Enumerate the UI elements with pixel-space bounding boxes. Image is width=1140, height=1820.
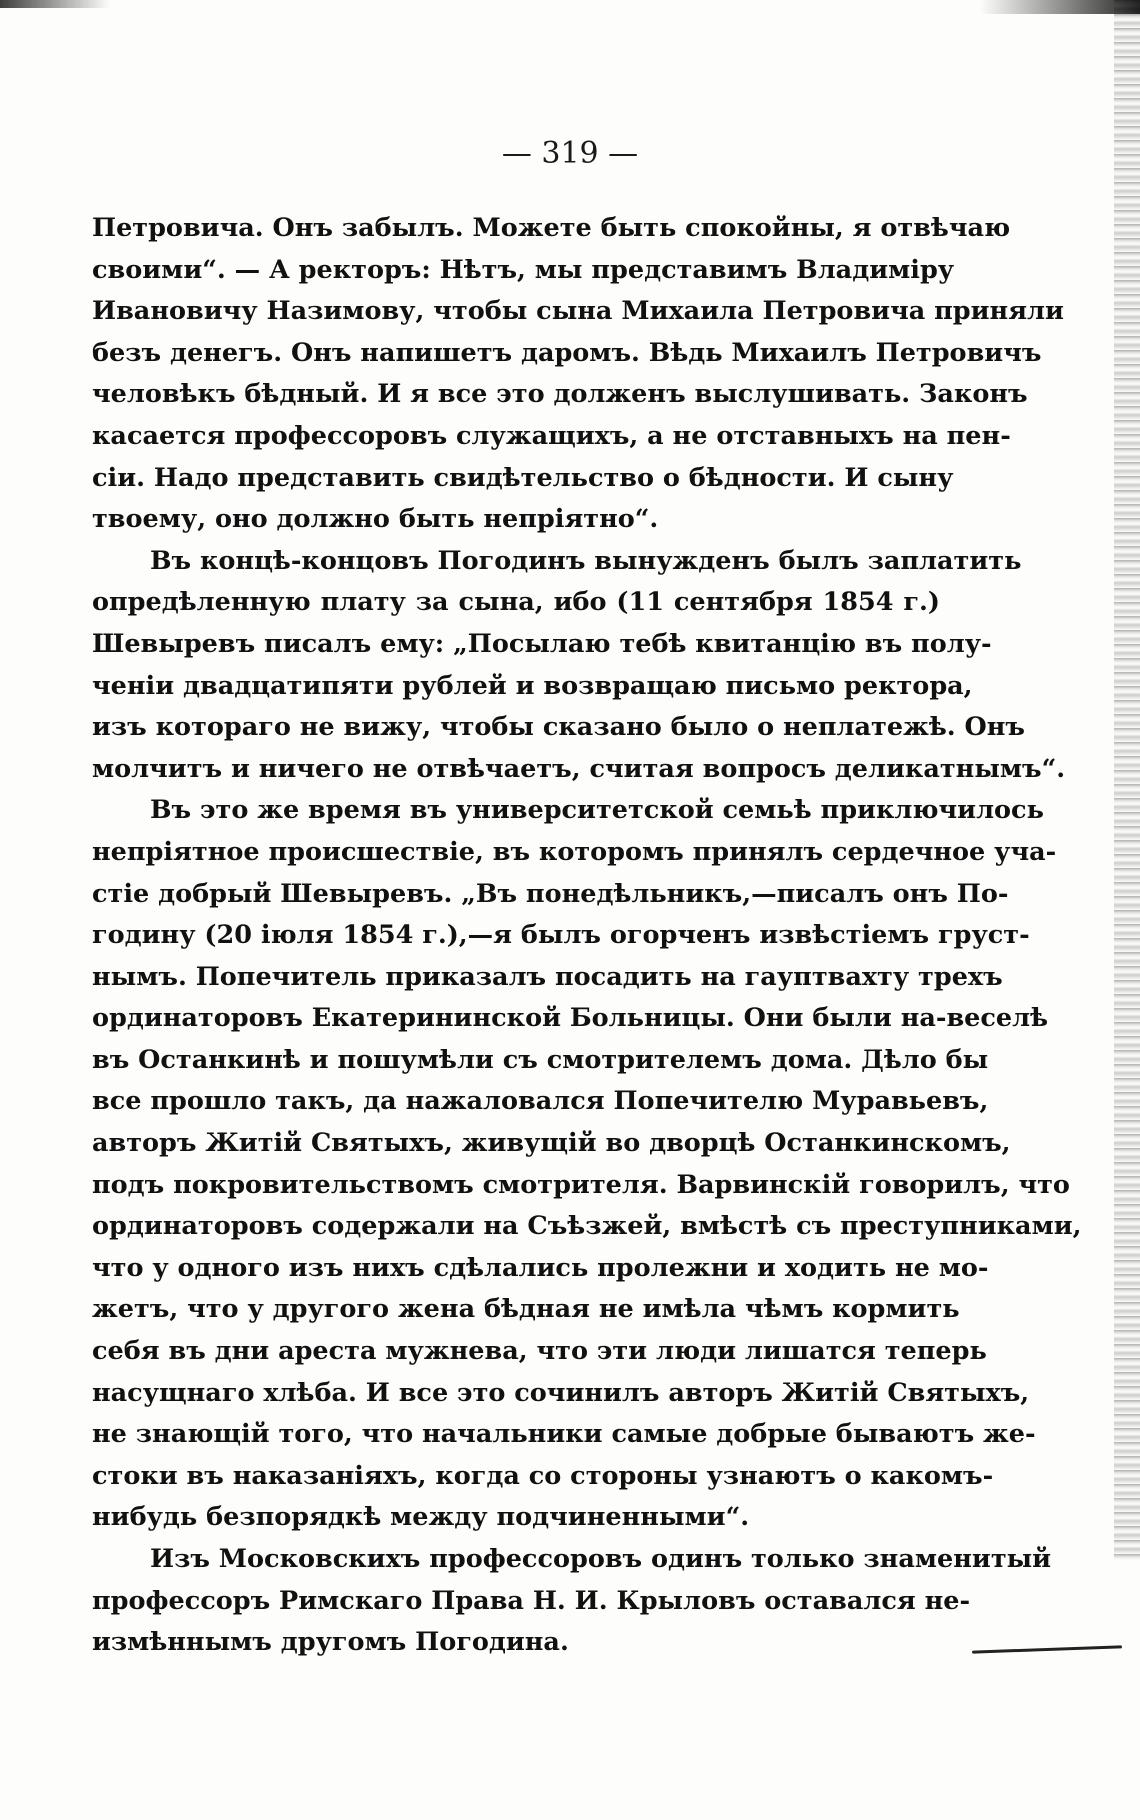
text-line: своими“. — А ректоръ: Нѣтъ, мы представимъ Владиміру (92, 254, 955, 285)
text-line: измѣннымъ другомъ Погодина. (92, 1627, 569, 1658)
text-line: ординаторовъ содержали на Съѣзжей, вмѣстѣ съ преступниками, (92, 1211, 1082, 1242)
text-line: годину (20 іюля 1854 г.),—я былъ огорченъ извѣстіемъ груст- (92, 920, 1030, 951)
text-line: Въ это же время въ университетской семьѣ приключилось (150, 795, 1044, 826)
text-line: себя въ дни ареста мужнева, что эти люди лишатся теперь (92, 1336, 987, 1367)
text-line: твоему, оно должно быть непріятно“. (92, 504, 659, 535)
text-line: въ Останкинѣ и пошумѣли съ смотрителемъ дома. Дѣло бы (92, 1044, 989, 1075)
text-line: не знающій того, что начальники самые добрые бываютъ же- (92, 1419, 1036, 1450)
text-line: опредѣленную плату за сына, ибо (11 сентября 1854 г.) (92, 587, 940, 618)
text-line: Петровича. Онъ забылъ. Можете быть спокойны, я отвѣчаю (92, 213, 1011, 243)
text-line: все прошло такъ, да нажаловался Попечителю Муравьевъ, (92, 1086, 989, 1117)
text-line: изъ котораго не вижу, чтобы сказано было о неплатежѣ. Онъ (92, 712, 1025, 743)
text-line: касается профессоровъ служащихъ, а не отставныхъ на пен- (92, 420, 1011, 451)
text-line: авторъ Житій Святыхъ, живущій во дворцѣ Останкинскомъ, (92, 1128, 1011, 1159)
page-body-text (92, 208, 1082, 1664)
scan-edge-shadow-top (0, 0, 110, 8)
text-line: что у одного изъ нихъ сдѣлались пролежни и ходить не мо- (92, 1252, 989, 1283)
text-line: нибудь безпорядкѣ между подчиненными“. (92, 1502, 750, 1533)
text-line: профессоръ Римскаго Права Н. И. Крыловъ оставался не- (92, 1585, 971, 1616)
text-line: подъ покровительствомъ смотрителя. Варвинскій говорилъ, что (92, 1169, 1070, 1200)
text-line: стоки въ наказаніяхъ, когда со стороны узнаютъ о какомъ- (92, 1460, 994, 1491)
text-line: молчитъ и ничего не отвѣчаетъ, считая вопросъ деликатнымъ“. (92, 753, 1066, 784)
text-line: непріятное происшествіе, въ которомъ принялъ сердечное уча- (92, 836, 1057, 867)
text-line: сіи. Надо представить свидѣтельство о бѣдности. И сыну (92, 462, 954, 493)
text-line: Шевыревъ писалъ ему: „Посылаю тебѣ квитанцію въ полу- (92, 628, 992, 659)
text-line: стіе добрый Шевыревъ. „Въ понедѣльникъ,—писалъ онъ По- (92, 878, 1009, 909)
text-line: ординаторовъ Екатерининской Больницы. Они были на-веселѣ (92, 1003, 1049, 1034)
page-number: — 319 — (501, 136, 639, 171)
margin-pen-stroke (972, 1645, 1122, 1653)
text-line: Изъ Московскихъ профессоровъ одинъ только знаменитый (150, 1544, 1052, 1574)
text-line: Въ концѣ-концовъ Погодинъ вынужденъ былъ заплатить (150, 545, 1022, 576)
scan-edge-shadow-right (1114, 0, 1140, 1560)
text-line: нымъ. Попечитель приказалъ посадить на гауптвахту трехъ (92, 961, 1003, 992)
text-line: насущнаго хлѣба. И все это сочинилъ авторъ Житій Святыхъ, (92, 1377, 1030, 1408)
text-line: жетъ, что у другого жена бѣдная не имѣла чѣмъ кормить (92, 1294, 960, 1325)
text-line: Ивановичу Назимову, чтобы сына Михаила Петровича приняли (92, 296, 1064, 327)
text-line: ченіи двадцатипяти рублей и возвращаю письмо ректора, (92, 670, 973, 701)
text-line: безъ денегъ. Онъ напишетъ даромъ. Вѣдь Михаилъ Петровичъ (92, 337, 1042, 368)
text-line: человѣкъ бѣдный. И я все это долженъ выслушивать. Законъ (92, 379, 1028, 410)
